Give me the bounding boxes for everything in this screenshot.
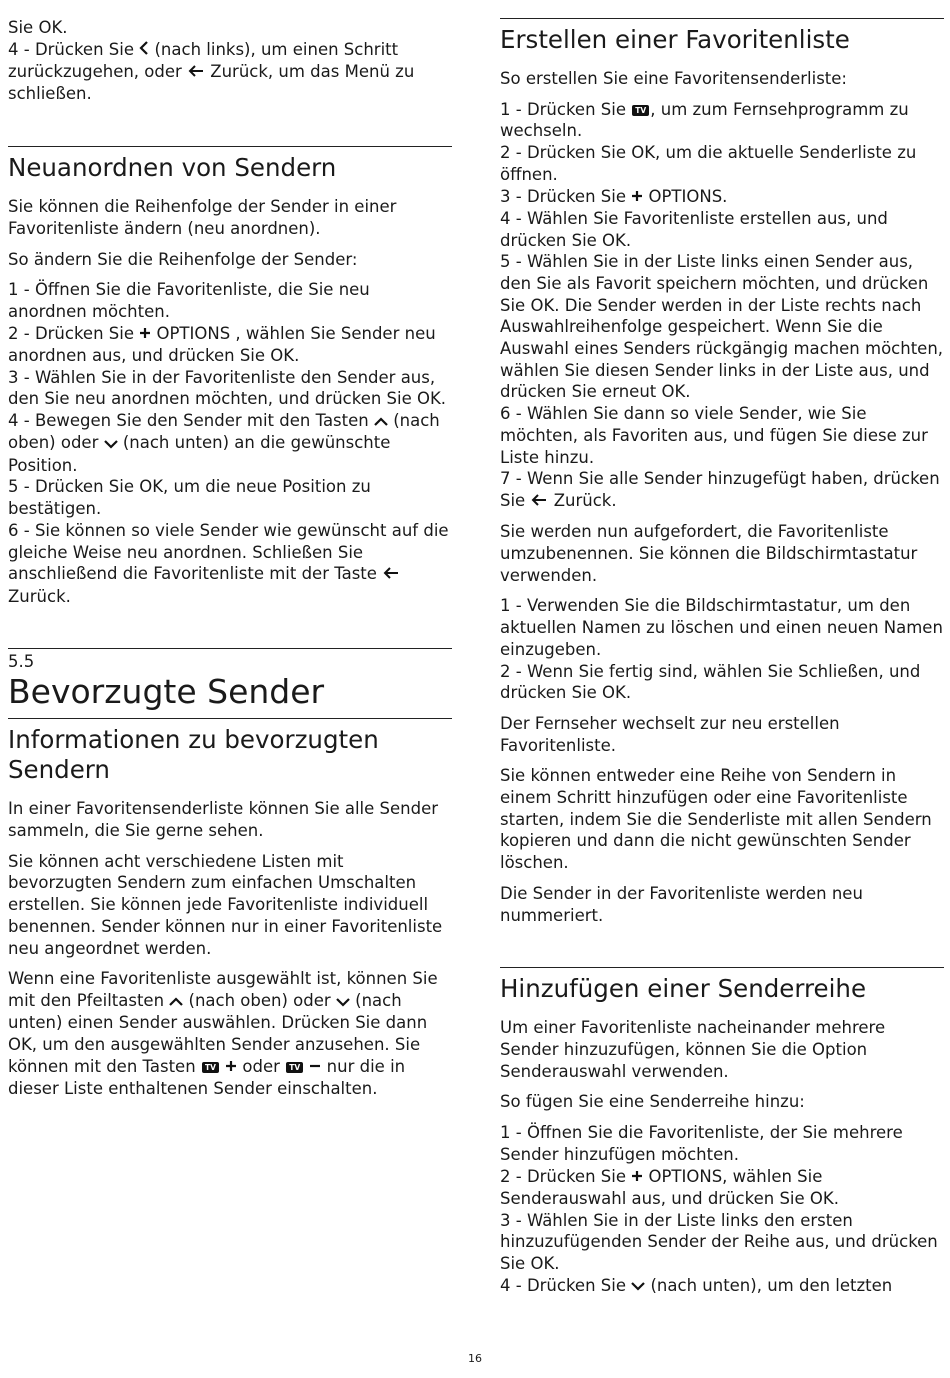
chevron-down-icon (336, 991, 350, 1013)
step-2-b: OPTIONS , wählen Sie Sender neu anordnen aus, und drücken Sie OK. (8, 323, 436, 365)
tv-icon: TV (286, 1062, 303, 1073)
erstellen-step-1-a: 1 - Drücken Sie (500, 99, 632, 119)
step-2-a: 2 - Drücken Sie (8, 323, 140, 343)
right-column (500, 0, 944, 1297)
plus-icon (139, 323, 151, 345)
arrow-back-icon (530, 491, 548, 513)
neuanordnen-step-1: 1 - Öffnen Sie die Favoritenliste, die Sie neu anordnen möchten. (8, 280, 370, 321)
info-p3-c: (nach unten) einen Sender auswählen. Drücken Sie dann OK, um den ausgewählten Sender anzusehen. Sie können mit den Tasten (8, 990, 428, 1076)
info-p3 (8, 968, 452, 1100)
erstellen-step-4: 4 - Wählen Sie Favoritenliste erstellen aus, und drücken Sie OK. (500, 208, 888, 250)
hinzufuegen-p2: So fügen Sie eine Senderreihe hinzu: (500, 1092, 805, 1112)
hinzufuegen-step-4-a: 4 - Drücken Sie (500, 1275, 632, 1295)
erstellen-step-5: 5 - Wählen Sie in der Liste links einen Sender aus, den Sie als Favorit speichern möchten, und drücken Sie OK. Die Sender werden in der Liste rechts nach Auswahlreihenfolge gespeichert. Wenn Sie die Auswahl eines Senders rückgängig machen möchten, wählen Sie diesen Sender links in der Liste aus, und drücken Sie erneut OK. (500, 252, 944, 402)
chevron-left-icon (139, 39, 149, 61)
erstellen-step-1-b: , um zum Fernsehprogramm zu wechseln. (500, 99, 909, 141)
intro-line-1 (8, 17, 452, 39)
section-number: 5.5 (8, 652, 35, 672)
tv-icon: TV (632, 105, 649, 116)
neuanordnen-p1: Sie können die Reihenfolge der Sender in einer Favoritenliste ändern (neu anordnen). (8, 197, 397, 238)
plus-icon (631, 1166, 643, 1188)
erstellen-step-7-a: 7 - Wenn Sie alle Sender hinzugefügt haben, drücken Sie (500, 469, 940, 510)
hinzufuegen-step-4-b: (nach unten), um den letzten (645, 1275, 893, 1295)
intro-step-4-c: Zurück, um das Menü zu schließen. (8, 62, 415, 104)
rename-step-1: 1 - Verwenden Sie die Bildschirmtastatur, um den aktuellen Namen zu löschen und einen neuen Namen einzugeben. (500, 596, 943, 659)
tv-icon: TV (202, 1062, 219, 1073)
erstellen-step-2: 2 - Drücken Sie OK, um die aktuelle Senderliste zu öffnen. (500, 143, 917, 184)
step-4-b: (nach oben) oder (8, 411, 440, 453)
hinzufuegen-step-1: 1 - Öffnen Sie die Favoritenliste, der Sie mehrere Sender hinzufügen möchten. (500, 1123, 903, 1164)
erstellen-step-7-b: Zurück. (548, 491, 617, 510)
erstellen-step-3-b: OPTIONS. (643, 186, 728, 206)
info-p3-a: Wenn eine Favoritenliste ausgewählt ist, können Sie mit den Pfeiltasten (8, 969, 438, 1010)
section-title: Bevorzugte Sender (8, 672, 325, 712)
left-column (8, 0, 452, 1109)
heading-erstellen: Erstellen einer Favoritenliste (500, 25, 850, 54)
intro-step-4-b: (nach links), um einen Schritt zurückzugehen, oder (8, 39, 399, 82)
info-p1: In einer Favoritensenderliste können Sie alle Sender sammeln, die Sie gerne sehen. (8, 799, 439, 841)
hinzufuegen-step-2-a: 2 - Drücken Sie (500, 1166, 632, 1186)
minus-icon (309, 1056, 321, 1078)
hinzufuegen-step-3: 3 - Wählen Sie in der Liste links den ersten hinzuzufügenden Sender der Reihe aus, und drücken Sie OK. (500, 1210, 938, 1273)
erstellen-p3: Der Fernseher wechselt zur neu erstellen Favoritenliste. (500, 713, 840, 755)
erstellen-p5: Die Sender in der Favoritenliste werden neu nummeriert. (500, 883, 863, 925)
hinzufuegen-step-2-b: OPTIONS, wählen Sie Senderauswahl aus, und drücken Sie OK. (500, 1166, 839, 1208)
hinzufuegen-step-4 (500, 1275, 944, 1297)
plus-icon (631, 186, 643, 208)
info-p2: Sie können acht verschiedene Listen mit bevorzugten Sendern zum einfachen Umschalten erstellen. Sie können jede Favoritenliste individuell benennen. Sender können nur in einer Favoritenliste neu angeordnet werden. (8, 851, 443, 958)
plus-icon (225, 1056, 237, 1078)
intro-text-1: Sie OK. (8, 18, 68, 37)
erstellen-p2: Sie werden nun aufgefordert, die Favoritenliste umzubenennen. Sie können die Bildschirmtastatur verwenden. (500, 522, 918, 585)
erstellen-step-1 (500, 99, 944, 142)
step-6-a: 6 - Sie können so viele Sender wie gewünscht auf die gleiche Weise neu anordnen. Schließen Sie anschließend die Favoritenliste mit der Taste (8, 520, 449, 584)
step-4-c: (nach unten) an die gewünschte Position. (8, 433, 391, 475)
erstellen-step-3 (500, 186, 944, 208)
neuanordnen-step-5: 5 - Drücken Sie OK, um die neue Position zu bestätigen. (8, 477, 371, 519)
neuanordnen-step-2 (8, 323, 452, 367)
chevron-up-icon (169, 991, 183, 1013)
chevron-up-icon (374, 411, 388, 433)
neuanordnen-step-6 (8, 520, 452, 607)
info-p3-d: oder (237, 1056, 286, 1076)
erstellen-step-6: 6 - Wählen Sie dann so viele Sender, wie Sie möchten, als Favoriten aus, und fügen Sie diese zur Liste hinzu. (500, 404, 928, 467)
erstellen-p4: Sie können entweder eine Reihe von Sendern in einem Schritt hinzufügen oder eine Favoritenliste starten, indem Sie die Senderliste mit allen Sendern kopieren und dann die nicht gewünschten Sender löschen. (500, 766, 932, 873)
neuanordnen-step-4 (8, 410, 452, 476)
chevron-down-icon (631, 1275, 645, 1297)
hinzufuegen-p1: Um einer Favoritenliste nacheinander mehrere Sender hinzuzufügen, können Sie die Option Senderauswahl verwenden. (500, 1018, 886, 1081)
neuanordnen-step-3: 3 - Wählen Sie in der Favoritenliste den Sender aus, den Sie neu anordnen möchten, und drücken Sie OK. (8, 367, 447, 409)
info-p3-e: nur die in dieser Liste enthaltenen Sender einschalten. (8, 1056, 406, 1099)
intro-step-4-a: 4 - Drücken Sie (8, 39, 140, 59)
heading-hinzufuegen: Hinzufügen einer Senderreihe (500, 974, 867, 1004)
intro-step-4 (8, 39, 452, 105)
chevron-down-icon (104, 433, 118, 455)
hinzufuegen-step-2 (500, 1166, 944, 1210)
step-4-a: 4 - Bewegen Sie den Sender mit den Tasten (8, 411, 374, 431)
erstellen-step-3-a: 3 - Drücken Sie (500, 186, 632, 206)
erstellen-p1: So erstellen Sie eine Favoritensenderliste: (500, 69, 847, 88)
heading-neuanordnen: Neuanordnen von Sendern (8, 153, 337, 183)
page-number: 16 (468, 1352, 482, 1365)
erstellen-step-7 (500, 468, 944, 512)
neuanordnen-p2: So ändern Sie die Reihenfolge der Sender: (8, 249, 358, 269)
info-p3-b: (nach oben) oder (183, 990, 336, 1010)
rename-step-2: 2 - Wenn Sie fertig sind, wählen Sie Schließen, und drücken Sie OK. (500, 661, 921, 703)
heading-informationen: Informationen zu bevorzugten Sendern (8, 725, 379, 785)
arrow-back-icon (382, 564, 400, 586)
step-6-b: Zurück. (8, 586, 71, 606)
arrow-back-icon (187, 62, 205, 84)
